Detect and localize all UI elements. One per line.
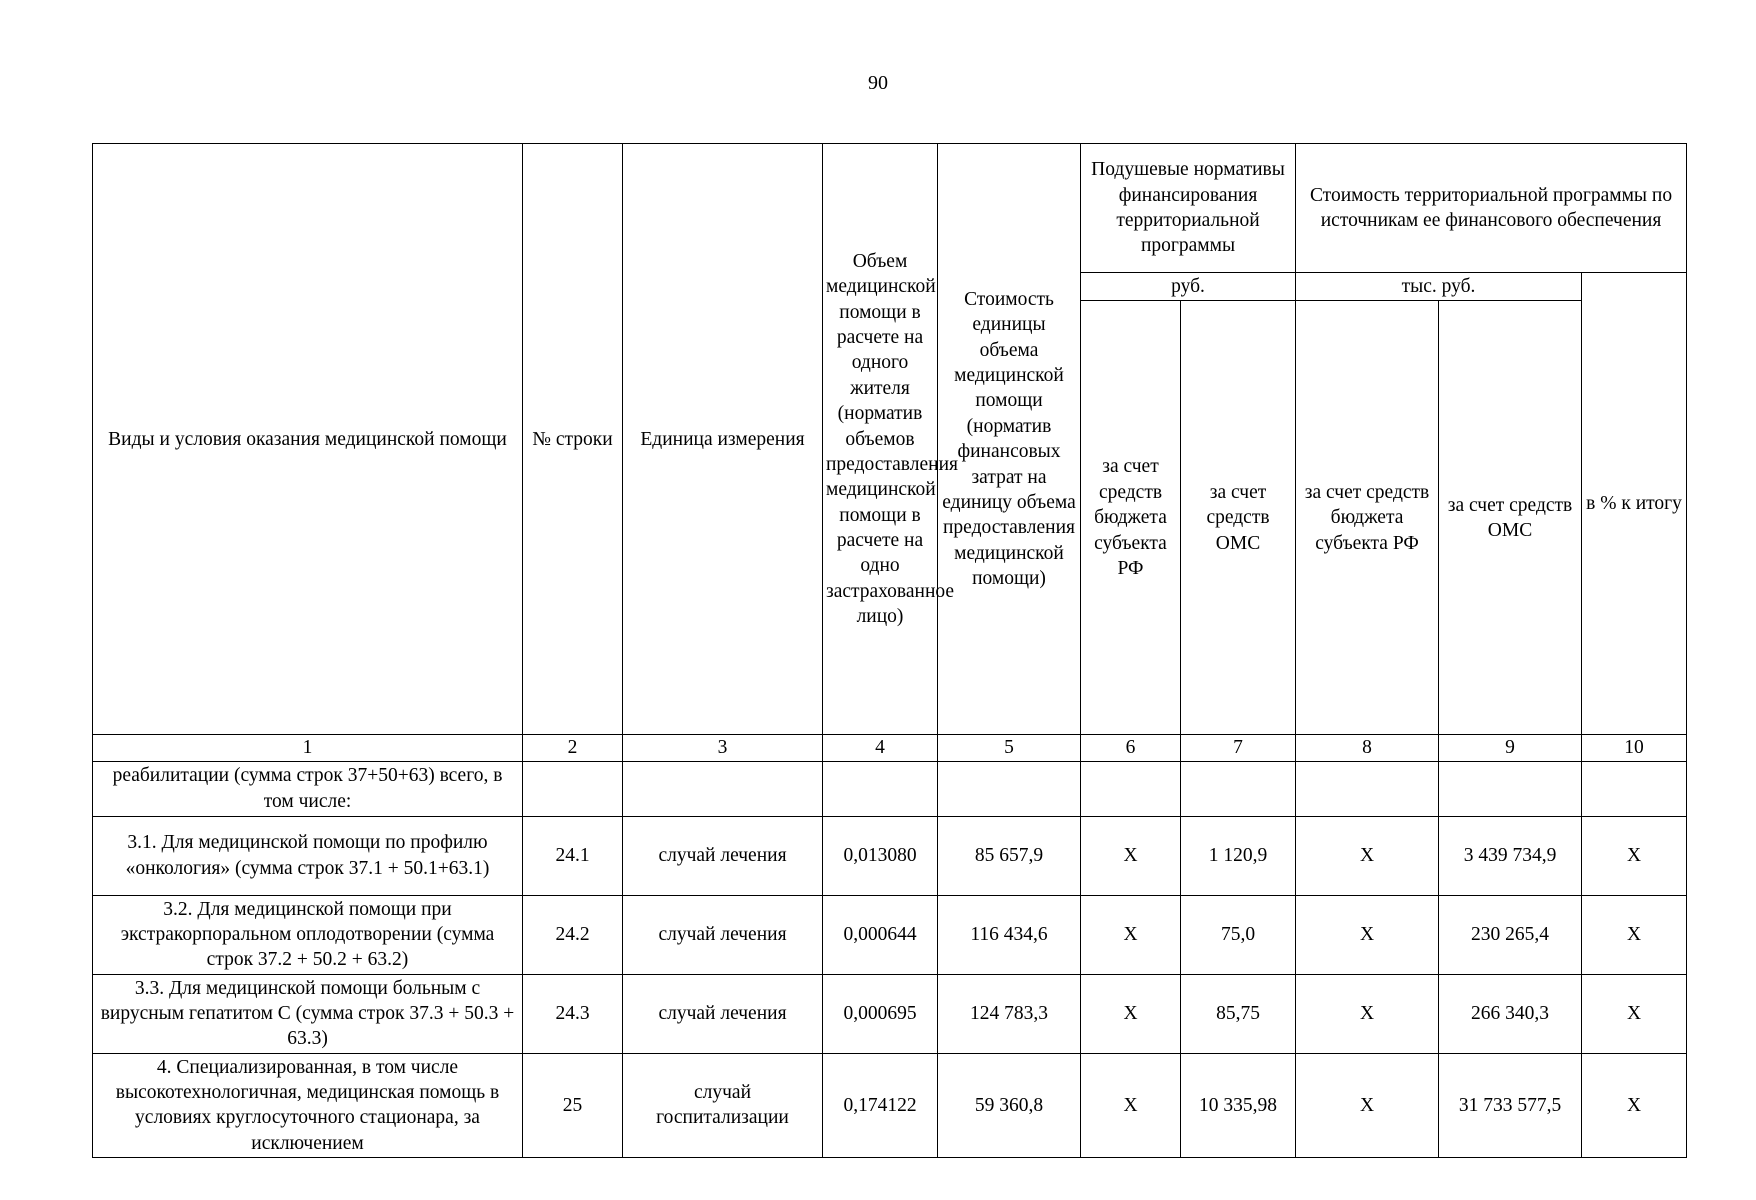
row-cost-budget: X [1296, 974, 1439, 1053]
header-cost-group: Стоимость территориальной программы по источникам ее финансового обеспечения [1296, 144, 1687, 273]
table-row [93, 895, 1687, 974]
row-percent: X [1582, 816, 1687, 895]
header-cost-budget: за счет средств бюджета субъекта РФ [1296, 301, 1439, 735]
row-volume [823, 761, 938, 816]
page-number: 90 [868, 72, 888, 94]
row-line-number: 25 [523, 1053, 623, 1157]
row-volume: 0,000695 [823, 974, 938, 1053]
row-unit-cost: 116 434,6 [938, 895, 1081, 974]
row-unit [623, 761, 823, 816]
row-name: реабилитации (сумма строк 37+50+63) всего, в том числе: [93, 761, 523, 816]
column-number: 4 [823, 735, 938, 761]
row-pc-budget: X [1081, 895, 1181, 974]
row-pc-oms: 1 120,9 [1181, 816, 1296, 895]
table-row [93, 1053, 1687, 1157]
header-per-capita-group: Подушевые нормативы финансирования территориальной программы [1081, 144, 1296, 273]
column-number: 9 [1439, 735, 1582, 761]
header-pc-oms: за счет средств ОМС [1181, 301, 1296, 735]
row-pc-budget: X [1081, 816, 1181, 895]
header-line-number: № строки [523, 144, 623, 735]
row-volume: 0,013080 [823, 816, 938, 895]
column-number: 3 [623, 735, 823, 761]
row-unit-cost: 85 657,9 [938, 816, 1081, 895]
row-unit: случай лечения [623, 895, 823, 974]
row-line-number [523, 761, 623, 816]
row-unit-cost: 124 783,3 [938, 974, 1081, 1053]
header-unit-thousand-rub: тыс. руб. [1296, 273, 1582, 301]
column-number: 1 [93, 735, 523, 761]
row-cost-budget: X [1296, 816, 1439, 895]
row-name: 3.3. Для медицинской помощи больным с вирусным гепатитом С (сумма строк 37.3 + 50.3 + 63.3) [93, 974, 523, 1053]
row-unit: случай госпитализации [623, 1053, 823, 1157]
header-unit-cost: Стоимость единицы объема медицинской помощи (норматив финансовых затрат на единицу объема предоставления медицинской помощи) [938, 144, 1081, 735]
column-number: 8 [1296, 735, 1439, 761]
row-pc-budget: X [1081, 974, 1181, 1053]
column-number: 6 [1081, 735, 1181, 761]
row-percent: X [1582, 1053, 1687, 1157]
row-name: 3.2. Для медицинской помощи при экстракорпоральном оплодотворении (сумма строк 37.2 + 50.2 + 63.2) [93, 895, 523, 974]
row-pc-budget [1081, 761, 1181, 816]
column-number: 5 [938, 735, 1081, 761]
row-percent: X [1582, 895, 1687, 974]
territorial-program-cost-table [92, 143, 1687, 1158]
row-pc-oms: 10 335,98 [1181, 1053, 1296, 1157]
header-unit-rub: руб. [1081, 273, 1296, 301]
row-name: 3.1. Для медицинской помощи по профилю «онкология» (сумма строк 37.1 + 50.1+63.1) [93, 816, 523, 895]
table-row [93, 761, 1687, 816]
row-cost-oms [1439, 761, 1582, 816]
row-name: 4. Специализированная, в том числе высокотехнологичная, медицинская помощь в условиях круглосуточного стационара, за исключением [93, 1053, 523, 1157]
header-kinds-of-care: Виды и условия оказания медицинской помощи [93, 144, 523, 735]
row-pc-oms [1181, 761, 1296, 816]
header-percent-total: в % к итогу [1582, 273, 1687, 735]
column-number: 2 [523, 735, 623, 761]
row-line-number: 24.1 [523, 816, 623, 895]
row-line-number: 24.3 [523, 974, 623, 1053]
row-cost-oms: 3 439 734,9 [1439, 816, 1582, 895]
header-volume: Объем медицинской помощи в расчете на одного жителя (норматив объемов предоставления медицинской помощи в расчете на одно застрахованное лицо) [823, 144, 938, 735]
row-pc-budget: X [1081, 1053, 1181, 1157]
row-volume: 0,174122 [823, 1053, 938, 1157]
table-row [93, 816, 1687, 895]
row-cost-oms: 31 733 577,5 [1439, 1053, 1582, 1157]
row-cost-oms: 266 340,3 [1439, 974, 1582, 1053]
row-cost-budget [1296, 761, 1439, 816]
header-pc-budget: за счет средств бюджета субъекта РФ [1081, 301, 1181, 735]
row-pc-oms: 75,0 [1181, 895, 1296, 974]
column-number: 7 [1181, 735, 1296, 761]
column-numbers-row [93, 735, 1687, 761]
row-unit: случай лечения [623, 974, 823, 1053]
row-percent: X [1582, 974, 1687, 1053]
row-percent [1582, 761, 1687, 816]
table-row [93, 974, 1687, 1053]
row-pc-oms: 85,75 [1181, 974, 1296, 1053]
column-number: 10 [1582, 735, 1687, 761]
row-cost-budget: X [1296, 895, 1439, 974]
header-cost-oms: за счет средств ОМС [1439, 301, 1582, 735]
row-unit-cost [938, 761, 1081, 816]
header-unit: Единица измерения [623, 144, 823, 735]
row-unit-cost: 59 360,8 [938, 1053, 1081, 1157]
row-cost-budget: X [1296, 1053, 1439, 1157]
row-volume: 0,000644 [823, 895, 938, 974]
row-cost-oms: 230 265,4 [1439, 895, 1582, 974]
row-line-number: 24.2 [523, 895, 623, 974]
row-unit: случай лечения [623, 816, 823, 895]
